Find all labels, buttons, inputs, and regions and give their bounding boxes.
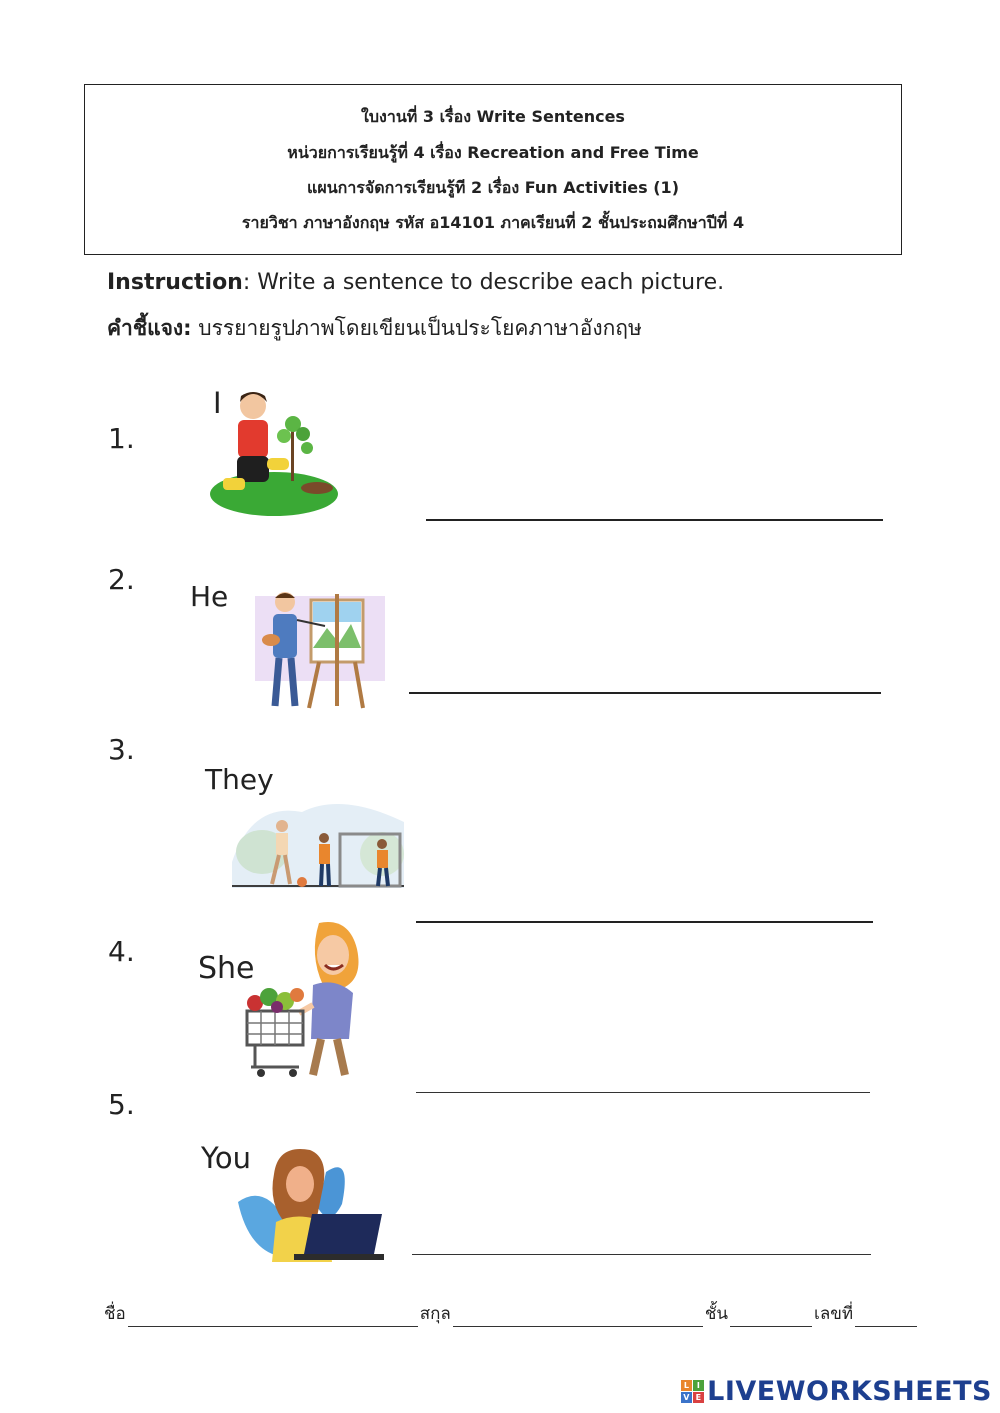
instruction-thai xyxy=(107,312,642,345)
answer-line-4[interactable] xyxy=(416,1092,870,1093)
item-number-3: 3. xyxy=(108,733,135,766)
item-number-2: 2. xyxy=(108,563,135,596)
item-subject-3: They xyxy=(205,763,274,796)
surname-field[interactable] xyxy=(453,1308,703,1327)
answer-line-1[interactable] xyxy=(426,519,883,521)
item-number-1: 1. xyxy=(108,422,135,455)
surname-label: สกุล xyxy=(419,1304,451,1324)
learning-unit: หน่วยการเรียนรู้ที่ 4 เรื่อง Recreation and Free Time xyxy=(287,143,699,162)
instruction-english xyxy=(107,270,724,295)
student-number-label: เลขที่ xyxy=(814,1304,854,1324)
instruction-thai-text: บรรยายรูปภาพโดยเขียนเป็นประโยคภาษาอังกฤษ xyxy=(191,316,642,340)
item-number-4: 4. xyxy=(108,935,135,968)
item-number-5: 5. xyxy=(108,1088,135,1121)
item-subject-4: She xyxy=(198,951,255,986)
name-label: ชื่อ xyxy=(104,1304,126,1324)
student-info-footer xyxy=(104,1300,924,1327)
logo-text: LIVEWORKSHEETS xyxy=(707,1376,992,1407)
instruction-text: : Write a sentence to describe each picture. xyxy=(242,270,725,295)
lesson-plan: แผนการจัดการเรียนรู้ที 2 เรื่อง Fun Activities (1) xyxy=(307,178,679,197)
worksheet-header xyxy=(84,84,902,255)
gardening-boy-icon xyxy=(207,386,342,520)
liveworksheets-logo[interactable] xyxy=(681,1376,992,1407)
course-info: รายวิชา ภาษาอังกฤษ รหัส อ14101 ภาคเรียนที่ 2 ชั้นประถมศึกษาปีที่ 4 xyxy=(241,213,745,232)
name-field[interactable] xyxy=(128,1308,418,1327)
shopping-cart-woman-icon xyxy=(241,915,373,1080)
answer-line-5[interactable] xyxy=(412,1254,871,1255)
liveworksheets-mark-icon: L I V E xyxy=(681,1380,704,1403)
item-subject-5: You xyxy=(201,1141,251,1175)
item-subject-2: He xyxy=(190,580,229,613)
worksheet-number: ใบงานที่ 3 เรื่อง Write Sentences xyxy=(361,107,625,126)
answer-line-3[interactable] xyxy=(416,921,873,923)
painter-icon xyxy=(247,588,389,716)
answer-line-2[interactable] xyxy=(409,692,881,694)
class-field[interactable] xyxy=(730,1308,812,1327)
student-number-field[interactable] xyxy=(855,1308,917,1327)
instruction-label: Instruction xyxy=(107,270,243,295)
woman-laptop-icon xyxy=(234,1144,384,1262)
class-label: ชั้น xyxy=(704,1304,729,1324)
kids-football-icon xyxy=(232,792,404,888)
item-subject-1: I xyxy=(213,386,222,420)
instruction-thai-label: คำชี้แจง: xyxy=(107,316,192,340)
